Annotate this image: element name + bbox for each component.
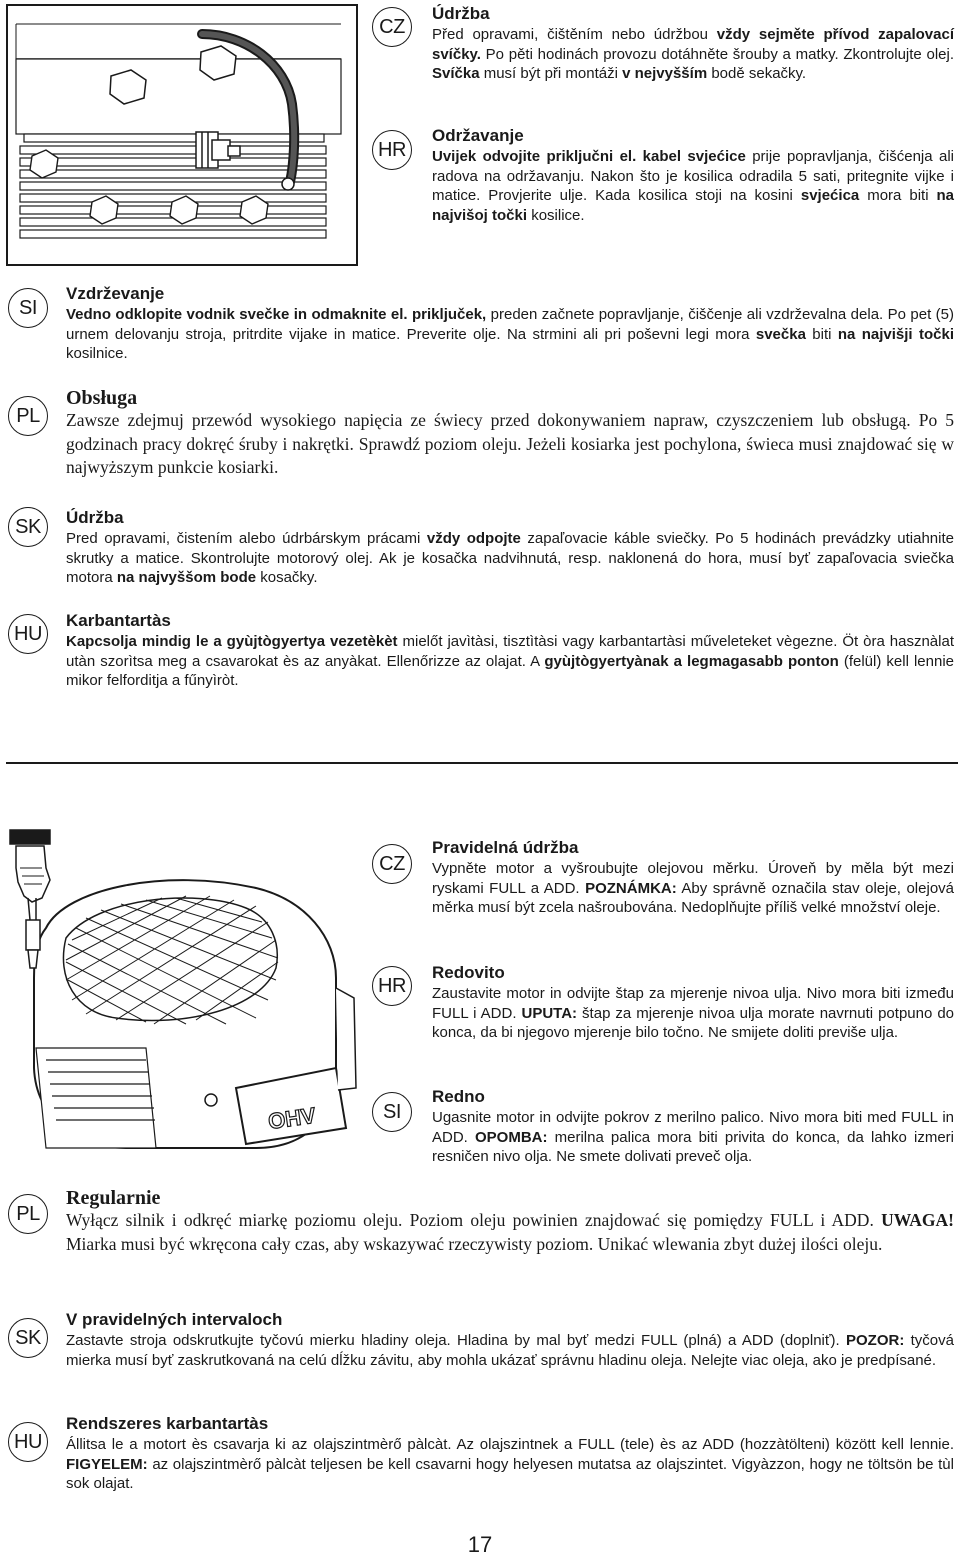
section-title: Údržba bbox=[66, 508, 124, 527]
section-pl-regular bbox=[66, 1188, 954, 1256]
section-sk-regular bbox=[66, 1310, 954, 1370]
section-title: Pravidelná údržba bbox=[432, 838, 579, 857]
page-number: 17 bbox=[467, 1532, 493, 1557]
section-body: Před opravami, čištěním nebo údržbou vždy sejměte přívod zapalovací svíčky. Po pěti hodinách provozu dotáhněte šrouby a matky. Zkontrolujte olej. Svíčka musí být při montáži v nejvyšším bodě sekačky. bbox=[432, 26, 954, 83]
section-body: Zastavte stroja odskrutkujte tyčovú mierku hladiny oleja. Hladina by mal byť medzi FULL (plná) a ADD (doplniť). POZOR: tyčová mierka musí byť zaskrutkovaná na celú dĺžku závitu, aby mohla ukázať správnu hladinu oleja. Nelejte viac oleja, ako je predpísané. bbox=[66, 1332, 954, 1369]
language-badge-si: SI bbox=[372, 1092, 412, 1132]
language-badge-hr: HR bbox=[372, 130, 412, 170]
section-sk-maintenance bbox=[66, 508, 954, 588]
section-title: Vzdrževanje bbox=[66, 284, 165, 303]
language-badge-hu: HU bbox=[8, 614, 48, 654]
section-title: Održavanje bbox=[432, 126, 524, 145]
section-si-maintenance bbox=[66, 284, 954, 364]
engine-dipstick-illustration bbox=[6, 828, 364, 1168]
section-hu-maintenance bbox=[66, 611, 954, 691]
language-badge-pl: PL bbox=[8, 1194, 48, 1234]
section-hu-regular bbox=[66, 1414, 954, 1494]
language-badge-cz: CZ bbox=[372, 7, 412, 47]
section-si-regular bbox=[432, 1087, 954, 1167]
section-title: Redovito bbox=[432, 963, 505, 982]
section-body: Pred opravami, čistením alebo údrbárskym prácami vždy odpojte zapaľovacie káble sviečky. Po 5 hodinách prevádzky utiahnite skrutky a matice. Skontrolujte motorový olej. Ak je kosačka nadvihnutá, resp. naklonená do hora, musí byť zapaľovacia sviečka motora na najvyššom bode kosačky. bbox=[66, 530, 954, 587]
section-hr-maintenance bbox=[432, 126, 954, 225]
section-title: Rendszeres karbantartàs bbox=[66, 1414, 269, 1433]
section-pl-maintenance bbox=[66, 388, 954, 480]
section-body: Zaustavite motor in odvijte štap za mjerenje nivoa ulja. Nivo mora biti između FULL i ADD. UPUTA: štap za mjerenje nivoa ulja morate navrnuti potpuno do konca, da bi njegovo mjerenje bilo točno. Ne smijete doliti previše ulja. bbox=[432, 985, 955, 1042]
section-title: V pravidelných intervaloch bbox=[66, 1310, 283, 1329]
language-badge-pl: PL bbox=[8, 396, 48, 436]
section-title: Údržba bbox=[432, 4, 490, 23]
section-body: Állitsa le a motort ès csavarja ki az olajszintmèrő pàlcàt. Az olajszintnek a FULL (tele) ès az ADD (hozzàtölteni) között kell lennie. FIGYELEM: az olajszintmèrő pàlcàt teljesen be kell csavarni hogy helyesen mutatsa az olajszintet. Vigyàzzon, hogy ne töltsön be tùl sok olajat. bbox=[66, 1436, 954, 1493]
section-hr-regular bbox=[432, 963, 954, 1043]
section-body: Vypněte motor a vyšroubujte olejovou měrku. Úroveň by měla být mezi ryskami FULL a ADD. POZNÁMKA: Aby správně označila stav oleje, olejová měrka musí být zcela našroubována. Nedoplňujte příliš velké množství oleje. bbox=[432, 860, 954, 917]
section-title: Obsługa bbox=[66, 387, 138, 409]
pointing-hand-icon bbox=[10, 830, 50, 920]
section-cz-maintenance bbox=[432, 4, 954, 84]
section-divider bbox=[6, 762, 958, 764]
section-body: Vedno odklopite vodnik svečke in odmaknite el. priključek, preden začnete popravljanje, čiščenje ali vzdrževalna dela. Po pet (5) urnem delovanju stroja, pritrdite vijake in matice. Preverite olje. Na strmini ali pri poševni legi mora svečka biti na najvišji točki kosilnice. bbox=[66, 306, 954, 363]
language-badge-cz: CZ bbox=[372, 844, 412, 884]
section-body: Ugasnite motor in odvijte pokrov z merilno palico. Nivo mora biti med FULL in ADD. OPOMBA: merilna palica mora biti privita do konca, da lahko izmeri resničen nivo olja. Ne smete dolivati preveč olja. bbox=[432, 1109, 954, 1166]
section-body: Wyłącz silnik i odkręć miarkę poziomu oleju. Poziom oleju powinien znajdować się pomiędzy FULL i ADD. UWAGA! Miarka musi być wkręcona cały czas, aby wskazywać rzeczywisty poziom. Unikać wlewania zbyt dużej ilości oleju. bbox=[66, 1210, 954, 1254]
section-title: Regularnie bbox=[66, 1187, 161, 1209]
spark-plug-illustration bbox=[6, 4, 358, 266]
section-cz-regular bbox=[432, 838, 954, 918]
language-badge-hu: HU bbox=[8, 1422, 48, 1462]
section-body: Kapcsolja mindig le a gyùjtògyertya vezetèkèt mielőt javìtàsi, tisztìtàsi vagy karbantartàsi műveleteket vègezne. Öt òra hasznàlat utàn szorìtsa meg a csavarokat ès az anyàkat. Ellenőrizze az olajat. A gyùjtògyertyànak a legmagasabb ponton (felül) kell lennie mikor felforditja a fűnyìròt. bbox=[66, 633, 954, 690]
language-badge-hr: HR bbox=[372, 966, 412, 1006]
language-badge-si: SI bbox=[8, 288, 48, 328]
language-badge-sk: SK bbox=[8, 1318, 48, 1358]
language-badge-sk: SK bbox=[8, 507, 48, 547]
section-title: Redno bbox=[432, 1087, 485, 1106]
section-body: Uvijek odvojite priključni el. kabel svjećice prije popravljanja, čišćenja ali radova na održavanju. Nakon što je kosilica odradila 5 sati, pritegnite vijke i matice. Provjerite ulje. Kada kosilica stoji na kosini svjećica mora biti na najvišoj točki kosilice. bbox=[432, 148, 955, 224]
engine-label: OHV bbox=[266, 1102, 318, 1135]
section-body: Zawsze zdejmuj przewód wysokiego napięcia ze świecy przed dokonywaniem napraw, czyszczeniem lub obsługą. Po 5 godzinach pracy dokręć śruby i nakrętki. Sprawdź poziom oleju. Jeżeli kosiarka jest pochylona, świeca musi znajdować się w najwyższym punkcie kosiarki. bbox=[66, 410, 954, 477]
section-title: Karbantartàs bbox=[66, 611, 171, 630]
